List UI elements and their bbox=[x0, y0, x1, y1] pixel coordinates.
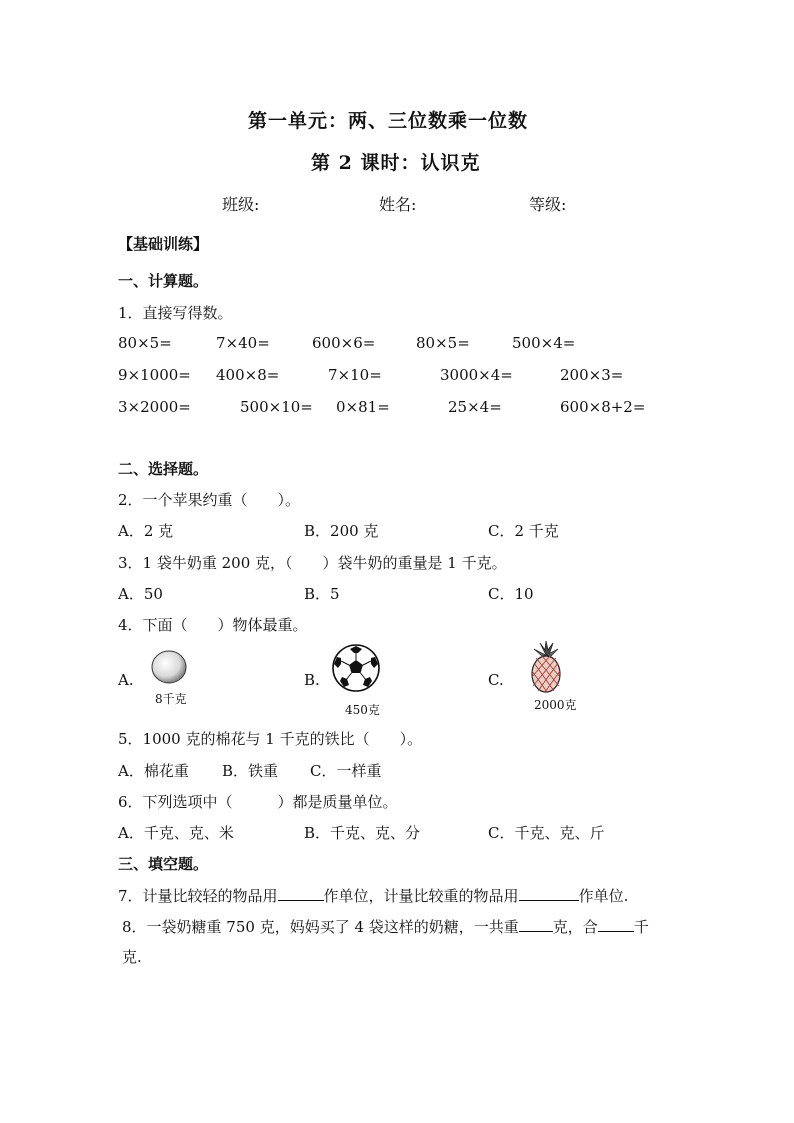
calc-item: 80×5= bbox=[416, 334, 470, 352]
calc-item: 9×1000= bbox=[118, 366, 191, 384]
calc-item: 600×6= bbox=[312, 334, 376, 352]
calc-item: 0×81= bbox=[336, 398, 390, 416]
q7-text-c: 作单位. bbox=[578, 887, 629, 905]
section-basic-training: 【基础训练】 bbox=[118, 235, 209, 253]
part3-heading: 三、填空题。 bbox=[118, 855, 209, 873]
q3-option-c: C．10 bbox=[488, 585, 534, 603]
q8-text-a: 8．一袋奶糖重 750 克，妈妈买了 4 袋这样的奶糖，一共重 bbox=[122, 918, 519, 936]
calc-item: 600×8+2= bbox=[560, 398, 646, 416]
q4-option-c: C. bbox=[488, 671, 504, 689]
q2-option-a: A．2 克 bbox=[118, 522, 174, 540]
q4-caption-b: 450克 bbox=[345, 703, 380, 717]
q8-blank-1[interactable] bbox=[519, 917, 553, 932]
calc-item: 3×2000= bbox=[118, 398, 191, 416]
part1-heading: 一、计算题。 bbox=[118, 272, 209, 290]
q6-option-b: B．千克、克、分 bbox=[304, 824, 421, 842]
q5-option-b: B．铁重 bbox=[222, 762, 279, 780]
question-6: 6．下列选项中（ ）都是质量单位。 bbox=[118, 793, 398, 811]
question-7 bbox=[118, 885, 628, 906]
q5-option-c: C．一样重 bbox=[310, 762, 382, 780]
q8-blank-2[interactable] bbox=[598, 917, 634, 932]
q8-text-d: 克. bbox=[122, 948, 142, 966]
part2-heading: 二、选择题。 bbox=[118, 460, 209, 478]
calc-item: 3000×4= bbox=[440, 366, 513, 384]
soccer-ball-icon bbox=[331, 643, 381, 693]
q2-option-c: C．2 千克 bbox=[488, 522, 559, 540]
q6-option-a: A．千克、克、米 bbox=[118, 824, 234, 842]
page-title: 第一单元：两、三位数乘一位数 bbox=[248, 110, 529, 132]
q2-option-b: B．200 克 bbox=[304, 522, 379, 540]
q4-caption-c: 2000克 bbox=[534, 698, 577, 712]
q4-option-b: B. bbox=[304, 671, 320, 689]
q3-option-a: A．50 bbox=[118, 585, 163, 603]
q8-text-c: 千 bbox=[633, 918, 649, 936]
question-8 bbox=[122, 916, 649, 937]
calc-item: 400×8= bbox=[216, 366, 280, 384]
calc-item: 500×4= bbox=[512, 334, 576, 352]
q6-option-c: C．千克、克、斤 bbox=[488, 824, 605, 842]
q8-text-b: 克，合 bbox=[552, 918, 598, 936]
calc-item: 200×3= bbox=[560, 366, 624, 384]
q7-text-a: 7．计量比较轻的物品用 bbox=[118, 887, 278, 905]
q5-option-a: A．棉花重 bbox=[118, 762, 189, 780]
calc-item: 500×10= bbox=[240, 398, 313, 416]
question-2: 2．一个苹果约重（ ）。 bbox=[118, 491, 301, 509]
question-4: 4．下面（ ）物体最重。 bbox=[118, 616, 308, 634]
calc-item: 80×5= bbox=[118, 334, 172, 352]
q7-text-b: 作单位，计量比较重的物品用 bbox=[323, 887, 519, 905]
q7-blank-2[interactable] bbox=[519, 886, 579, 901]
q7-blank-1[interactable] bbox=[278, 886, 324, 901]
question-1: 1．直接写得数。 bbox=[118, 304, 233, 322]
question-3: 3．1 袋牛奶重 200 克，（ ）袋牛奶的重量是 1 千克。 bbox=[118, 554, 507, 572]
question-5: 5．1000 克的棉花与 1 千克的铁比（ ）。 bbox=[118, 730, 423, 748]
calc-item: 25×4= bbox=[448, 398, 502, 416]
class-label: 班级: bbox=[222, 195, 260, 214]
calc-item: 7×40= bbox=[216, 334, 270, 352]
grade-label: 等级: bbox=[529, 195, 567, 214]
q3-option-b: B．5 bbox=[304, 585, 340, 603]
name-label: 姓名: bbox=[379, 195, 417, 214]
q4-option-a: A. bbox=[118, 671, 134, 689]
lesson-subtitle: 第 2 课时：认识克 bbox=[311, 152, 481, 174]
calc-item: 7×10= bbox=[328, 366, 382, 384]
pineapple-icon bbox=[526, 641, 566, 695]
ball-icon bbox=[150, 649, 188, 685]
q4-caption-a: 8千克 bbox=[155, 692, 187, 706]
